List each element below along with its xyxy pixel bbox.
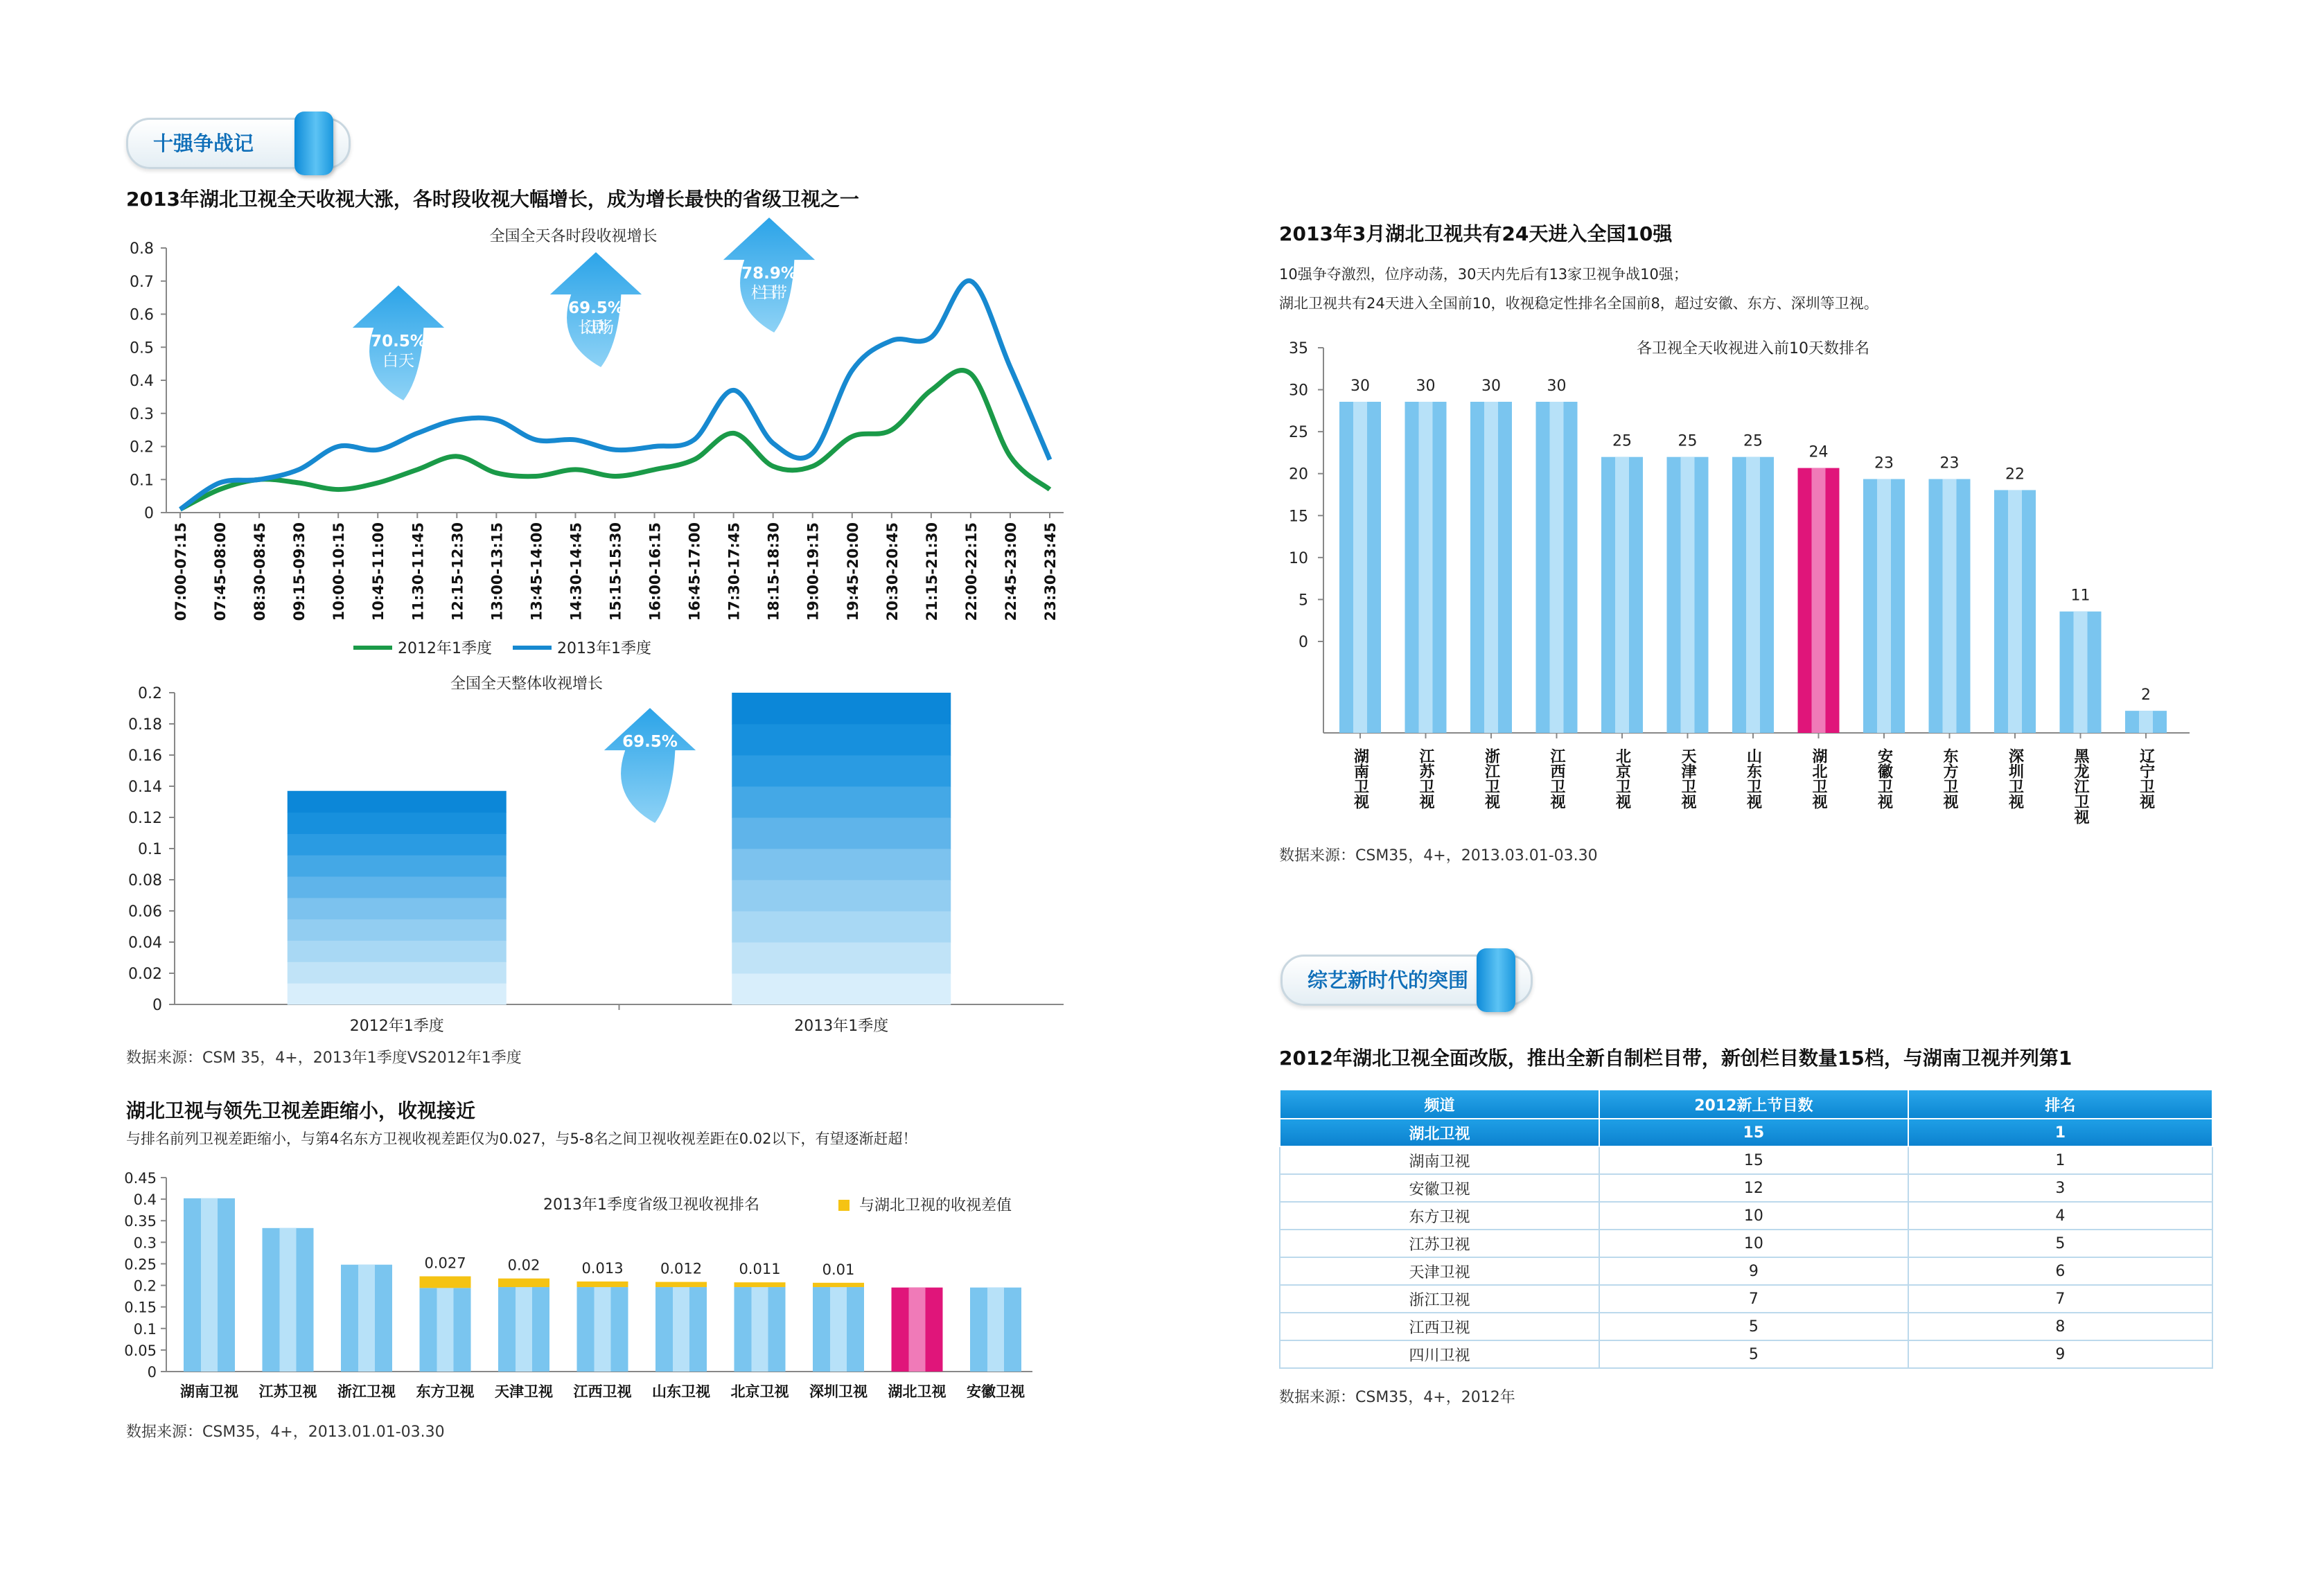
gap-label: 0.01 — [822, 1261, 855, 1278]
ranking-bar — [341, 1265, 392, 1372]
y-tick-label: 5 — [1299, 592, 1308, 610]
y-tick-label: 0.1 — [130, 472, 154, 490]
table-cell: 9 — [1599, 1257, 1908, 1285]
y-tick-label: 0.04 — [128, 934, 162, 952]
x-tick-label: 13:00-13:15 — [488, 522, 506, 621]
bar-highlight-stripe — [1353, 402, 1367, 733]
arrow-pct: 69.5% — [568, 299, 624, 317]
bar-segment — [288, 833, 507, 855]
y-tick-label: 0 — [144, 505, 154, 522]
x-tick-label: 22:45-23:00 — [1002, 522, 1019, 621]
days-top10-chart — [1268, 333, 2224, 831]
y-tick-label: 0.18 — [128, 716, 162, 734]
source-note-4: 数据来源：CSM35，4+，2012年 — [1279, 1389, 1515, 1406]
x-tick-label: 辽宁卫视 — [2137, 748, 2155, 809]
series-line-1 — [180, 370, 1050, 509]
day-bar — [1798, 468, 1840, 733]
day-bar — [2060, 612, 2102, 733]
y-tick-label: 25 — [1289, 424, 1308, 442]
table-cell: 6 — [1908, 1257, 2212, 1285]
table-cell: 安徽卫视 — [1280, 1174, 1599, 1202]
gap-label: 0.013 — [581, 1259, 624, 1277]
chart-title: 全国全天各时段收视增长 — [489, 228, 658, 245]
day-bar — [1929, 479, 1971, 733]
table-row — [1280, 1340, 2212, 1368]
bar-highlight-stripe — [2008, 490, 2022, 733]
y-tick-label: 20 — [1289, 466, 1308, 484]
bar-highlight-stripe — [752, 1287, 768, 1372]
data-label: 11 — [2070, 587, 2090, 605]
chart-title: 各卫视全天收视进入前10天数排名 — [1637, 340, 1869, 357]
growth-arrow — [721, 216, 818, 334]
x-tick-label: 湖南卫视 — [180, 1383, 238, 1400]
table-cell: 东方卫视 — [1280, 1202, 1599, 1230]
x-tick-label: 18:15-18:30 — [765, 522, 782, 621]
y-tick-label: 0.08 — [128, 872, 162, 889]
gap-label: 0.012 — [660, 1260, 703, 1277]
table-cell: 15 — [1599, 1119, 1908, 1146]
x-tick-label: 江苏卫视 — [258, 1383, 317, 1400]
x-tick-label: 湖北卫视 — [888, 1383, 947, 1400]
bar-segment — [732, 693, 951, 725]
bar-segment — [288, 876, 507, 898]
x-tick-label: 07:00-07:15 — [173, 522, 189, 621]
x-tick-label: 浙江卫视 — [1482, 748, 1500, 809]
bar-highlight-stripe — [1877, 479, 1891, 733]
legend-label: 2013年1季度 — [557, 640, 651, 657]
ranking-bar — [970, 1288, 1021, 1372]
section4-headline: 2012年湖北卫视全面改版，推出全新自制栏目带，新创栏目数量15档，与湖南卫视并列第1 — [1279, 1047, 2072, 1070]
table-row — [1280, 1285, 2212, 1313]
source-note-2: 数据来源：CSM35，4+，2013.01.01-03.30 — [126, 1424, 445, 1441]
table-cell: 1 — [1908, 1119, 2212, 1146]
table-cell: 3 — [1908, 1174, 2212, 1202]
arrow-pct: 70.5% — [371, 333, 426, 351]
x-tick-label: 10:00-10:15 — [331, 522, 348, 621]
table-header-row — [1280, 1090, 2212, 1119]
gap-segment — [498, 1279, 549, 1287]
x-tick-label: 2012年1季度 — [349, 1018, 444, 1035]
y-tick-label: 0.02 — [128, 966, 162, 983]
x-tick-label: 湖北卫视 — [1810, 748, 1827, 809]
x-tick-label: 16:45-17:00 — [686, 522, 703, 621]
section-pill-1 — [126, 118, 351, 169]
x-tick-label: 14:30-14:45 — [567, 522, 585, 621]
legend-swatch-gap — [838, 1200, 850, 1211]
x-tick-label: 19:45-20:00 — [844, 522, 861, 621]
y-tick-label: 0.12 — [128, 810, 162, 827]
section3-line1: 10强争夺激烈，位序动荡，30天内先后有13家卫视争战10强； — [1279, 266, 1688, 283]
y-tick-label: 10 — [1289, 549, 1308, 567]
arrow-pct: 78.9% — [741, 265, 797, 283]
section2-headline: 湖北卫视与领先卫视差距缩小，收视接近 — [126, 1099, 476, 1122]
bar-highlight-stripe — [1550, 402, 1564, 733]
y-tick-label: 0.06 — [128, 903, 162, 921]
day-bar — [1470, 402, 1512, 733]
x-tick-label: 22:00-22:15 — [962, 522, 980, 621]
section-pill-2-label: 综艺新时代的突围 — [1308, 968, 1469, 992]
arrow-label: 栏目带 — [751, 284, 787, 302]
data-label: 30 — [1547, 378, 1567, 395]
table-cell: 15 — [1599, 1146, 1908, 1174]
table-cell: 湖南卫视 — [1280, 1146, 1599, 1174]
x-tick-label: 11:30-11:45 — [410, 522, 427, 621]
table-row — [1280, 1257, 2212, 1285]
table-cell: 江苏卫视 — [1280, 1230, 1599, 1257]
bar-segment — [288, 791, 507, 813]
table-cell: 天津卫视 — [1280, 1257, 1599, 1285]
new-programs-table — [1279, 1089, 2213, 1369]
section-pill-1-label: 十强争战记 — [153, 132, 254, 155]
y-tick-label: 0.2 — [133, 1277, 157, 1295]
data-label: 22 — [2005, 466, 2025, 484]
ranking-bar — [263, 1228, 314, 1372]
bar-segment — [288, 983, 507, 1004]
x-tick-label: 12:15-12:30 — [449, 522, 466, 621]
source-note-1: 数据来源：CSM 35，4+，2013年1季度VS2012年1季度 — [126, 1049, 522, 1067]
up-arrow-shape — [601, 707, 698, 824]
table-cell: 7 — [1599, 1285, 1908, 1313]
bar-segment — [732, 911, 951, 943]
arrow-label: 白天 — [382, 352, 414, 370]
day-bar — [2125, 711, 2167, 733]
x-tick-label: 北京卫视 — [730, 1383, 789, 1400]
table-row — [1280, 1313, 2212, 1340]
y-tick-label: 0.4 — [130, 373, 154, 390]
gap-label: 0.02 — [507, 1257, 540, 1274]
bar-highlight-stripe — [2074, 612, 2088, 733]
x-tick-label: 江西卫视 — [573, 1383, 632, 1400]
table-cell: 12 — [1599, 1174, 1908, 1202]
y-tick-label: 0.3 — [130, 405, 154, 423]
x-tick-label: 23:30-23:45 — [1042, 522, 1059, 621]
table-cell: 9 — [1908, 1340, 2212, 1368]
x-tick-label: 08:30-08:45 — [252, 522, 269, 621]
table-cell: 7 — [1908, 1285, 2212, 1313]
section3-line2: 湖北卫视共有24天进入全国前10，收视稳定性排名全国前8，超过安徽、东方、深圳等卫视。 — [1279, 295, 1878, 312]
bar-segment — [288, 813, 507, 834]
bar-segment — [732, 755, 951, 787]
table-cell: 5 — [1599, 1313, 1908, 1340]
x-tick-label: 湖南卫视 — [1351, 748, 1369, 809]
table-cell: 5 — [1908, 1230, 2212, 1257]
y-tick-label: 0 — [147, 1364, 157, 1381]
bar-highlight-stripe — [2139, 711, 2153, 733]
section2-desc: 与排名前列卫视差距缩小，与第4名东方卫视收视差距仅为0.027，与5-8名之间卫视收视差距在0.02以下，有望逐渐赶超！ — [126, 1131, 917, 1147]
bar-highlight-stripe — [1484, 402, 1498, 733]
table-cell: 5 — [1599, 1340, 1908, 1368]
y-tick-label: 0.25 — [124, 1256, 157, 1273]
y-tick-label: 35 — [1289, 340, 1308, 357]
ranking-bar — [655, 1282, 707, 1372]
ranking-bar — [498, 1279, 549, 1372]
y-tick-label: 0.4 — [133, 1191, 157, 1209]
x-tick-label: 2013年1季度 — [794, 1018, 889, 1035]
col-header: 2012新上节目数 — [1599, 1090, 1908, 1119]
bar-segment — [732, 786, 951, 818]
bar-highlight-stripe — [1419, 402, 1433, 733]
x-tick-label: 09:15-09:30 — [291, 522, 308, 621]
table-cell: 8 — [1908, 1313, 2212, 1340]
table-row — [1280, 1202, 2212, 1230]
legend-label: 与湖北卫视的收视差值 — [859, 1197, 1012, 1214]
source-note-3: 数据来源：CSM35，4+，2013.03.01-03.30 — [1279, 847, 1598, 865]
legend-label: 2012年1季度 — [398, 640, 492, 657]
x-tick-label: 浙江卫视 — [337, 1383, 396, 1400]
growth-arrow — [350, 284, 447, 402]
gap-segment — [813, 1283, 864, 1287]
ranking-bar — [892, 1288, 943, 1372]
stacked-bar — [288, 791, 507, 1005]
gap-label: 0.027 — [424, 1254, 466, 1272]
table-cell: 10 — [1599, 1230, 1908, 1257]
table-row — [1280, 1174, 2212, 1202]
bar-segment — [732, 973, 951, 1005]
x-tick-label: 东方卫视 — [416, 1383, 475, 1400]
bar-highlight-stripe — [909, 1288, 926, 1372]
day-bar — [1601, 457, 1643, 733]
bar-highlight-stripe — [673, 1287, 689, 1372]
x-tick-label: 深圳卫视 — [2006, 748, 2024, 809]
section-pill-2 — [1280, 955, 1533, 1006]
x-tick-label: 东方卫视 — [1941, 748, 1958, 809]
pill-tab-decoration — [1477, 948, 1515, 1012]
data-label: 24 — [1808, 443, 1829, 461]
x-tick-label: 安徽卫视 — [1875, 748, 1893, 809]
data-label: 25 — [1743, 432, 1763, 450]
y-tick-label: 0.35 — [124, 1213, 157, 1230]
bar-highlight-stripe — [1943, 479, 1957, 733]
table-row — [1280, 1230, 2212, 1257]
data-label: 25 — [1612, 432, 1632, 450]
y-tick-label: 0.5 — [130, 339, 154, 357]
x-tick-label: 山东卫视 — [1744, 748, 1762, 809]
y-tick-label: 0.6 — [130, 306, 154, 324]
y-tick-label: 0.3 — [133, 1234, 157, 1252]
data-label: 30 — [1416, 378, 1436, 395]
y-tick-label: 0.15 — [124, 1299, 157, 1316]
y-tick-label: 0.7 — [130, 273, 154, 291]
y-tick-label: 0.2 — [138, 685, 162, 702]
bar-segment — [288, 855, 507, 876]
y-tick-label: 30 — [1289, 382, 1308, 400]
bar-highlight-stripe — [280, 1228, 297, 1372]
gap-segment — [734, 1282, 786, 1287]
bar-segment — [288, 961, 507, 983]
arrow-pct: 69.5% — [622, 733, 678, 751]
bar-segment — [288, 941, 507, 962]
data-label: 30 — [1481, 378, 1501, 395]
day-bar — [1536, 402, 1578, 733]
section3-headline: 2013年3月湖北卫视共有24天进入全国10强 — [1279, 222, 1673, 245]
y-tick-label: 15 — [1289, 508, 1308, 526]
data-label: 25 — [1678, 432, 1698, 450]
day-bar — [1994, 490, 2036, 733]
gap-segment — [420, 1276, 471, 1288]
gap-segment — [655, 1282, 707, 1287]
x-tick-label: 深圳卫视 — [809, 1383, 868, 1400]
x-tick-label: 江西卫视 — [1548, 748, 1565, 809]
data-label: 23 — [1939, 454, 1960, 472]
arrow-label: 长江剧场 — [578, 319, 614, 337]
day-bar — [1863, 479, 1905, 733]
table-row — [1280, 1119, 2212, 1146]
bar-highlight-stripe — [516, 1287, 532, 1372]
stacked-bar — [732, 693, 951, 1005]
bar-segment — [732, 880, 951, 912]
bar-segment — [732, 849, 951, 880]
x-tick-label: 10:45-11:00 — [370, 522, 387, 621]
x-tick-label: 17:30-17:45 — [725, 522, 743, 621]
chart-title: 全国全天整体收视增长 — [450, 675, 604, 693]
col-header: 排名 — [1908, 1090, 2212, 1119]
x-tick-label: 山东卫视 — [652, 1383, 710, 1400]
growth-arrow — [601, 707, 698, 824]
x-tick-label: 天津卫视 — [1679, 748, 1696, 809]
gap-label: 0.011 — [739, 1261, 781, 1278]
table-row — [1280, 1146, 2212, 1174]
table-cell: 1 — [1908, 1146, 2212, 1174]
day-bar — [1405, 402, 1447, 733]
bar-highlight-stripe — [987, 1288, 1004, 1372]
gap-segment — [577, 1282, 628, 1287]
bar-segment — [288, 898, 507, 919]
x-tick-label: 07:45-08:00 — [212, 522, 229, 621]
x-tick-label: 安徽卫视 — [967, 1383, 1025, 1400]
data-label: 23 — [1874, 454, 1894, 472]
bar-segment — [288, 919, 507, 941]
ranking-bar — [734, 1282, 786, 1372]
y-tick-label: 0.45 — [124, 1170, 157, 1187]
x-tick-label: 15:15-15:30 — [607, 522, 624, 621]
data-label: 30 — [1350, 378, 1370, 395]
x-tick-label: 21:15-21:30 — [923, 522, 940, 621]
bar-highlight-stripe — [1615, 457, 1629, 733]
table-cell: 湖北卫视 — [1280, 1119, 1599, 1146]
ranking-bar — [813, 1283, 864, 1372]
bar-highlight-stripe — [437, 1288, 454, 1372]
line-chart — [97, 215, 1081, 672]
y-tick-label: 0.1 — [138, 841, 162, 858]
ranking-bar — [420, 1276, 471, 1372]
x-tick-label: 16:00-16:15 — [646, 522, 664, 621]
data-label: 2 — [2141, 686, 2151, 704]
table-cell: 浙江卫视 — [1280, 1285, 1599, 1313]
table-cell: 10 — [1599, 1202, 1908, 1230]
table-cell: 江西卫视 — [1280, 1313, 1599, 1340]
day-bar — [1339, 402, 1381, 733]
bar-highlight-stripe — [358, 1265, 375, 1372]
table-cell: 四川卫视 — [1280, 1340, 1599, 1368]
x-tick-label: 黑龙江卫视 — [2072, 748, 2089, 824]
x-tick-label: 20:30-20:45 — [883, 522, 901, 621]
bar-segment — [732, 942, 951, 974]
bar-highlight-stripe — [830, 1287, 847, 1372]
x-tick-label: 天津卫视 — [495, 1383, 553, 1400]
ranking-bar — [184, 1198, 235, 1372]
col-header: 频道 — [1280, 1090, 1599, 1119]
y-tick-label: 0.14 — [128, 779, 162, 796]
bar-highlight-stripe — [1681, 457, 1695, 733]
bar-highlight-stripe — [201, 1198, 218, 1372]
day-bar — [1732, 457, 1774, 733]
bar-segment — [732, 724, 951, 756]
y-tick-label: 0.8 — [130, 240, 154, 258]
bar-highlight-stripe — [1812, 468, 1826, 733]
y-tick-label: 0.05 — [124, 1342, 157, 1359]
day-bar — [1667, 457, 1709, 733]
table-cell: 4 — [1908, 1202, 2212, 1230]
ranking-bar-chart — [97, 1162, 1081, 1419]
y-tick-label: 0.1 — [133, 1320, 157, 1338]
y-tick-label: 0 — [152, 997, 162, 1014]
growth-arrow — [547, 251, 644, 369]
x-tick-label: 13:45-14:00 — [528, 522, 545, 621]
bar-highlight-stripe — [1746, 457, 1760, 733]
pill-tab-decoration — [294, 112, 333, 175]
x-tick-label: 北京卫视 — [1613, 748, 1631, 809]
x-tick-label: 19:00-19:15 — [804, 522, 822, 621]
section1-headline: 2013年湖北卫视全天收视大涨，各时段收视大幅增长，成为增长最快的省级卫视之一 — [126, 188, 859, 211]
chart-title: 2013年1季度省级卫视收视排名 — [543, 1196, 759, 1214]
y-tick-label: 0.16 — [128, 747, 162, 765]
ranking-bar — [577, 1282, 628, 1372]
y-tick-label: 0 — [1299, 634, 1308, 651]
x-tick-label: 江苏卫视 — [1417, 748, 1434, 809]
bar-highlight-stripe — [595, 1287, 611, 1372]
y-tick-label: 0.2 — [130, 438, 154, 456]
stacked-bar-chart — [97, 669, 1081, 1043]
bar-segment — [732, 817, 951, 849]
